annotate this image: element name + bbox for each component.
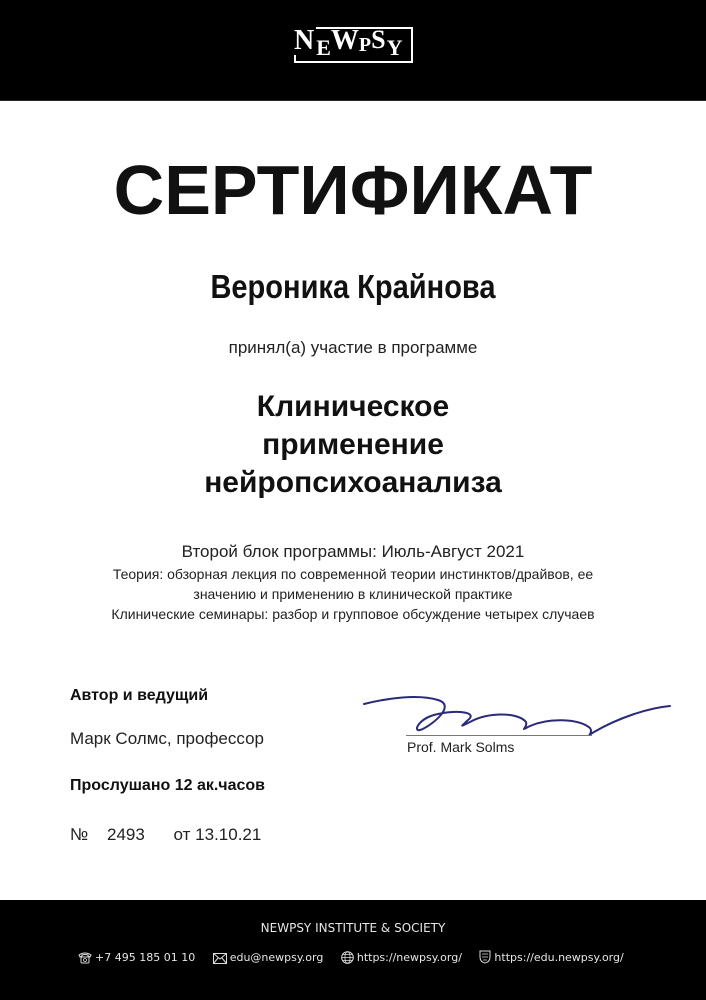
author-name: Марк Солмс, профессор xyxy=(70,729,264,748)
footer-bar xyxy=(0,900,706,1000)
mail-icon xyxy=(213,953,227,964)
number-sign: № xyxy=(70,825,89,844)
program-detail-line: Теория: обзорная лекция по современной теории инстинктов/драйвов, ее xyxy=(112,566,594,582)
program-details xyxy=(40,540,666,624)
contact-edu-website[interactable] xyxy=(479,950,623,966)
program-title-line: нейропсихоанализа xyxy=(204,466,502,499)
program-title-line: применение xyxy=(262,428,444,461)
contact-email[interactable] xyxy=(213,950,324,966)
program-detail-line: Клинические семинары: разбор и групповое обсуждение четырех случаев xyxy=(111,606,595,622)
program-title-line: Клиническое xyxy=(256,390,450,423)
recipient-name: Вероника Крайнова xyxy=(210,268,496,305)
header-bar xyxy=(0,0,706,101)
signature-caption: Prof. Mark Solms xyxy=(407,739,515,755)
program-title xyxy=(0,388,706,502)
contact-website[interactable] xyxy=(341,950,462,966)
certificate-number: 2493 xyxy=(106,825,145,844)
certificate-number-row xyxy=(70,824,261,846)
author-label: Автор и ведущий xyxy=(70,687,209,704)
signature-line xyxy=(406,735,592,736)
globe-icon xyxy=(341,951,354,964)
program-detail-line: значению и применению в клинической практике xyxy=(193,586,513,602)
contact-edu-website-text[interactable]: https://edu.newpsy.org/ xyxy=(494,951,624,964)
footer-contacts xyxy=(78,950,638,966)
footer-title: NEWPSY INSTITUTE & SOCIETY xyxy=(260,921,446,935)
certificate-title: СЕРТИФИКАТ xyxy=(113,151,593,229)
signature-stroke xyxy=(364,697,670,735)
participation-text: принял(а) участие в программе xyxy=(228,338,478,357)
certificate-date: 13.10.21 xyxy=(195,825,262,844)
newpsy-logo xyxy=(294,23,419,67)
signature-image xyxy=(358,688,678,740)
contact-phone xyxy=(78,950,195,966)
date-prefix: от xyxy=(173,825,191,844)
contact-website-text[interactable]: https://newpsy.org/ xyxy=(356,951,462,964)
hours-text: Прослушано 12 ак.часов xyxy=(70,777,265,794)
program-block: Второй блок программы: Июль-Август 2021 xyxy=(181,542,525,561)
shield-icon xyxy=(479,950,491,964)
phone-icon xyxy=(78,951,92,964)
logo-lettering: NEWPSY xyxy=(294,25,403,60)
contact-phone-text: +7 495 185 01 10 xyxy=(95,951,196,964)
contact-email-text[interactable]: edu@newpsy.org xyxy=(229,951,324,964)
